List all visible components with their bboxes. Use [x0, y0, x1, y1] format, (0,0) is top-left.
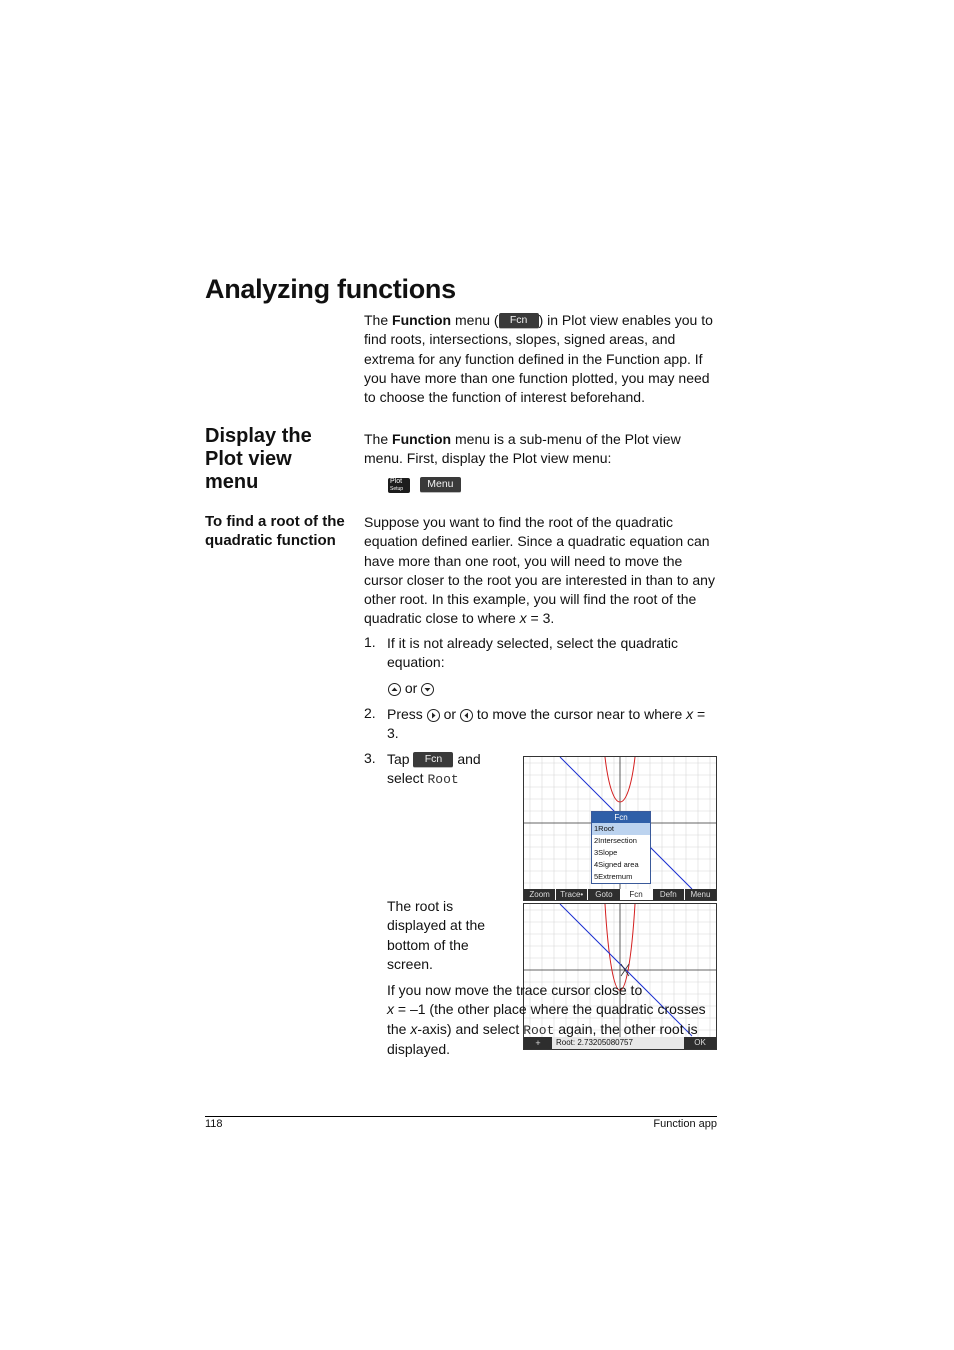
- menubar-zoom-button[interactable]: Zoom: [524, 889, 555, 900]
- right-arrow-key-icon: [427, 709, 440, 722]
- step2-text: Press or to move the cursor near to where x = 3.: [387, 706, 706, 742]
- footer-rule: [205, 1116, 717, 1117]
- up-arrow-key-icon: [388, 683, 401, 696]
- left-arrow-key-icon: [460, 709, 473, 722]
- key-sequence-plot-menu: [388, 476, 461, 493]
- calculator-screen-fcn-menu: [523, 756, 717, 901]
- menubar-fcn-button[interactable]: Fcn: [621, 889, 652, 900]
- menubar-defn-button[interactable]: Defn: [653, 889, 684, 900]
- add-button[interactable]: +: [524, 1037, 552, 1049]
- page-number: 118: [205, 1118, 223, 1130]
- step1-number: 1.: [364, 634, 376, 650]
- menubar-goto-button[interactable]: Goto: [588, 889, 619, 900]
- plot-setup-key-icon: Plot Setup: [388, 478, 410, 493]
- fcn-menu-title: Fcn: [592, 812, 650, 823]
- section2-paragraph: Suppose you want to find the root of the quadratic equation defined earlier. Since a quadratic equation can have more than one root, you will need to move the cursor closer to the root you are interested in than to any other root. In this example, you will find the root of the quadratic close to where x = 3.: [364, 514, 715, 627]
- step1-text: If it is not already selected, select the quadratic equation:: [387, 635, 679, 671]
- page-title: Analyzing functions: [205, 274, 456, 304]
- note-other-root: If you now move the trace cursor close to x = –1 (the other place where the quadratic crosses the x-axis) and select Root again, the other root is displayed.: [387, 982, 706, 1057]
- fcn-menu-item-signed-area[interactable]: 4Signed area: [594, 860, 639, 869]
- fcn-menu-item-extremum[interactable]: 5Extremum: [594, 872, 633, 881]
- step1-keys: or: [388, 680, 434, 696]
- fcn-menu[interactable]: [591, 811, 651, 884]
- fcn-softkey-step3: Fcn: [413, 752, 453, 768]
- step3-text: Tap Fcn and select Root: [387, 751, 481, 788]
- down-arrow-key-icon: [421, 683, 434, 696]
- menubar-trace-button[interactable]: Trace•: [556, 889, 587, 900]
- root-readout: Root: 2.73205080757: [556, 1038, 633, 1047]
- fcn-menu-item-intersection[interactable]: 2Intersection: [594, 836, 637, 845]
- section-heading-display-plot-menu: Display the Plot view menu: [205, 425, 312, 493]
- fcn-softkey: Fcn: [499, 313, 539, 329]
- menubar-menu-button[interactable]: Menu: [685, 889, 716, 900]
- fcn-menu-item-slope[interactable]: 3Slope: [594, 848, 618, 857]
- ok-button[interactable]: OK: [684, 1037, 716, 1049]
- root-menu-item-ref: Root: [427, 772, 459, 788]
- section1-paragraph: The Function menu is a sub-menu of the Plot view menu. First, display the Plot view menu:: [364, 431, 681, 467]
- fcn-menu-item-root[interactable]: 1Root: [592, 823, 650, 835]
- menu-softkey: Menu: [420, 477, 461, 493]
- section-heading-find-root: To find a root of the quadratic function: [205, 513, 345, 549]
- note-root-displayed: The root is displayed at the bottom of the screen.: [387, 898, 486, 972]
- intro-paragraph: The Function menu ( Fcn ) in Plot view enables you to find roots, intersections, slopes, signed areas, and extrema for any function defined in the Function app. If you have more than one function plotted, you may need to choose the function of interest beforehand.: [364, 312, 713, 406]
- step2-number: 2.: [364, 705, 376, 721]
- chapter-name: Function app: [653, 1118, 717, 1130]
- step3-number: 3.: [364, 750, 376, 766]
- plot-menubar-1: [524, 889, 716, 900]
